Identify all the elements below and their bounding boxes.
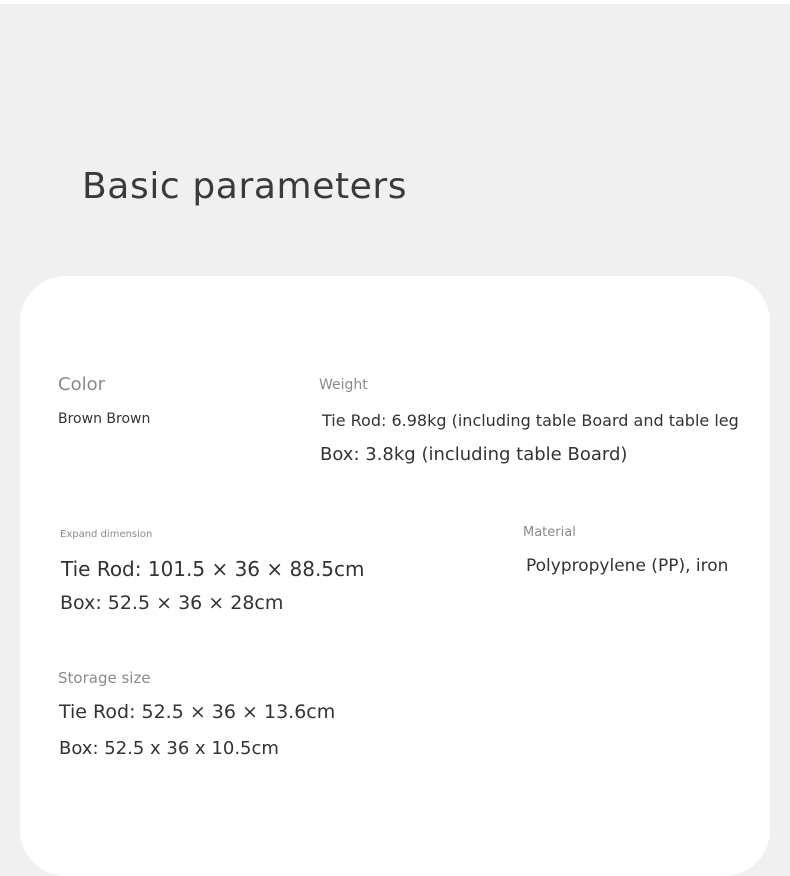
storage-size-box: Box: 52.5 x 36 x 10.5cm [59, 738, 279, 759]
expand-dimension-box: Box: 52.5 × 36 × 28cm [60, 592, 284, 614]
color-label: Color [58, 374, 105, 395]
material-value: Polypropylene (PP), iron [526, 556, 729, 576]
expand-dimension-label: Expand dimension [60, 529, 153, 540]
storage-size-tie-rod: Tie Rod: 52.5 × 36 × 13.6cm [59, 701, 336, 723]
color-value: Brown Brown [58, 411, 151, 427]
weight-label: Weight [319, 377, 368, 393]
material-label: Material [523, 525, 576, 540]
top-strip [0, 0, 790, 4]
section-title: Basic parameters [82, 166, 408, 207]
storage-size-label: Storage size [58, 669, 151, 687]
expand-dimension-tie-rod: Tie Rod: 101.5 × 36 × 88.5cm [61, 557, 365, 581]
weight-value-tie-rod: Tie Rod: 6.98kg (including table Board and table leg [322, 411, 739, 430]
weight-value-box: Box: 3.8kg (including table Board) [320, 444, 628, 465]
